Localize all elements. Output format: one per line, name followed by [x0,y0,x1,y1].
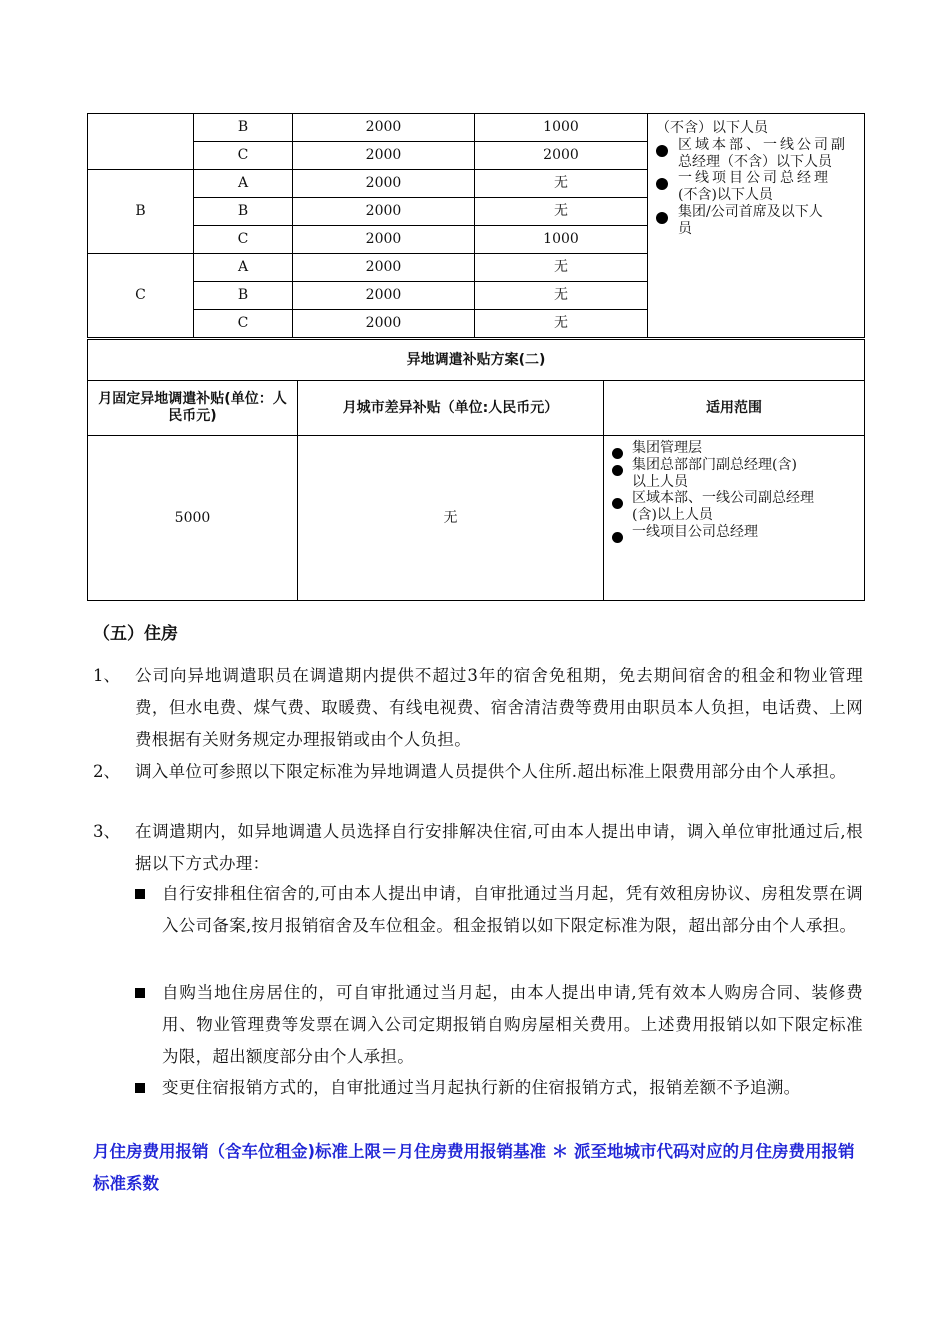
value-cell: 2000 [293,142,475,170]
table-row [88,114,865,142]
value-cell: 2000 [293,198,475,226]
sub-grade-cell: C [194,142,293,170]
sub-item [135,1072,863,1104]
fixed-subsidy-cell: 5000 [88,436,298,601]
value-cell: 无 [475,170,648,198]
sub-grade-cell: C [194,310,293,338]
item-number: 3、 [93,822,120,841]
scope-cell [604,436,865,601]
item-text: 公司向异地调遣职员在调遣期内提供不超过3年的宿舍免租期，免去期间宿舍的租金和物业管理费，但水电费、煤气费、取暖费、有线电视费、宿舍清洁费等费用由职员本人负担，电话费、上网费根据有关财务规定办理报销或由个人负担。 [135,666,863,749]
table-row [88,436,865,601]
list-item-cont: (不含)以下人员 [678,187,773,204]
column-header: 月固定异地调遣补贴(单位：人民币元) [88,381,298,436]
bullet-icon [612,532,623,543]
bullet-icon [656,145,668,157]
sub-grade-cell: A [194,170,293,198]
item-number: 2、 [93,762,120,781]
table-title: 异地调遣补贴方案(二) [88,340,865,381]
scope-cell [648,114,865,338]
square-bullet-icon [135,889,145,899]
list-item-cont: 总经理（不含）以下人员 [678,153,832,170]
value-cell: 1000 [475,226,648,254]
numbered-item [93,756,863,788]
sub-grade-cell: B [194,114,293,142]
list-item: 一线项目公司总经理 [612,524,856,541]
column-header: 月城市差异补贴（单位:人民币元） [298,381,604,436]
grade-cell: B [88,170,194,254]
value-cell: 无 [475,198,648,226]
sub-item-text: 自行安排租住宿舍的,可由本人提出申请，自审批通过当月起，凭有效租房协议、房租发票在调入公司备案,按月报销宿舍及车位租金。租金报销以如下限定标准为限，超出部分由个人承担。 [162,884,863,935]
value-cell: 无 [475,254,648,282]
subsidy-table-continued [87,113,865,338]
value-cell: 2000 [293,310,475,338]
numbered-item [93,660,863,756]
value-cell: 2000 [293,254,475,282]
sub-item-text: 变更住宿报销方式的，自审批通过当月起执行新的住宿报销方式，报销差额不予追溯。 [162,1078,801,1097]
square-bullet-icon [135,988,145,998]
value-cell: 2000 [475,142,648,170]
formula-text: 月住房费用报销（含车位租金)标准上限＝月住房费用报销基准 ＊ 派至地城市代码对应的月住房费用报销标准系数 [93,1142,855,1193]
value-cell: 1000 [475,114,648,142]
bullet-icon [612,465,623,476]
list-item: 一线项目公司总经理 [656,170,856,187]
sub-grade-cell: C [194,226,293,254]
value-cell: 2000 [293,114,475,142]
item-number: 1、 [93,666,120,685]
list-item-cont: 以上人员 [632,473,688,490]
list-item: 区域本部、一线公司副 [656,137,856,154]
grade-cell: C [88,254,194,338]
sub-item-text: 自购当地住房居住的，可自审批通过当月起，由本人提出申请,凭有效本人购房合同、装修费用、物业管理费等发票在调入公司定期报销自购房屋相关费用。上述费用报销以如下限定标准为限，超出额度部分由个人承担。 [162,983,863,1066]
list-item-cont: 员 [678,220,692,237]
sub-grade-cell: B [194,282,293,310]
subsidy-plan-two-table [87,339,865,601]
list-item: 集团总部部门副总经理(含) [612,457,856,474]
list-item: 区域本部、一线公司副总经理 [612,490,856,507]
sub-item [135,878,863,942]
list-item: 集团/公司首席及以下人 [656,204,856,221]
sub-item [135,977,863,1073]
item-text: 在调遣期内，如异地调遣人员选择自行安排解决住宿,可由本人提出申请，调入单位审批通过后,根据以下方式办理： [135,822,863,873]
value-cell: 2000 [293,282,475,310]
item-text: 调入单位可参照以下限定标准为异地调遣人员提供个人住所.超出标准上限费用部分由个人承担。 [135,762,847,781]
city-subsidy-cell: 无 [298,436,604,601]
list-item-cont: (含)以上人员 [632,507,713,524]
table-header-row [88,381,865,436]
grade-cell [88,114,194,170]
list-item: 集团管理层 [612,440,856,457]
square-bullet-icon [135,1083,145,1093]
sub-grade-cell: B [194,198,293,226]
section-title: （五）住房 [93,624,178,644]
sub-grade-cell: A [194,254,293,282]
numbered-item [93,816,863,880]
value-cell: 2000 [293,226,475,254]
value-cell: 无 [475,282,648,310]
scope-lead: （不含）以下人员 [656,120,768,136]
table-title-row [88,340,865,381]
bullet-icon [656,212,668,224]
value-cell: 无 [475,310,648,338]
value-cell: 2000 [293,170,475,198]
column-header: 适用范围 [604,381,865,436]
